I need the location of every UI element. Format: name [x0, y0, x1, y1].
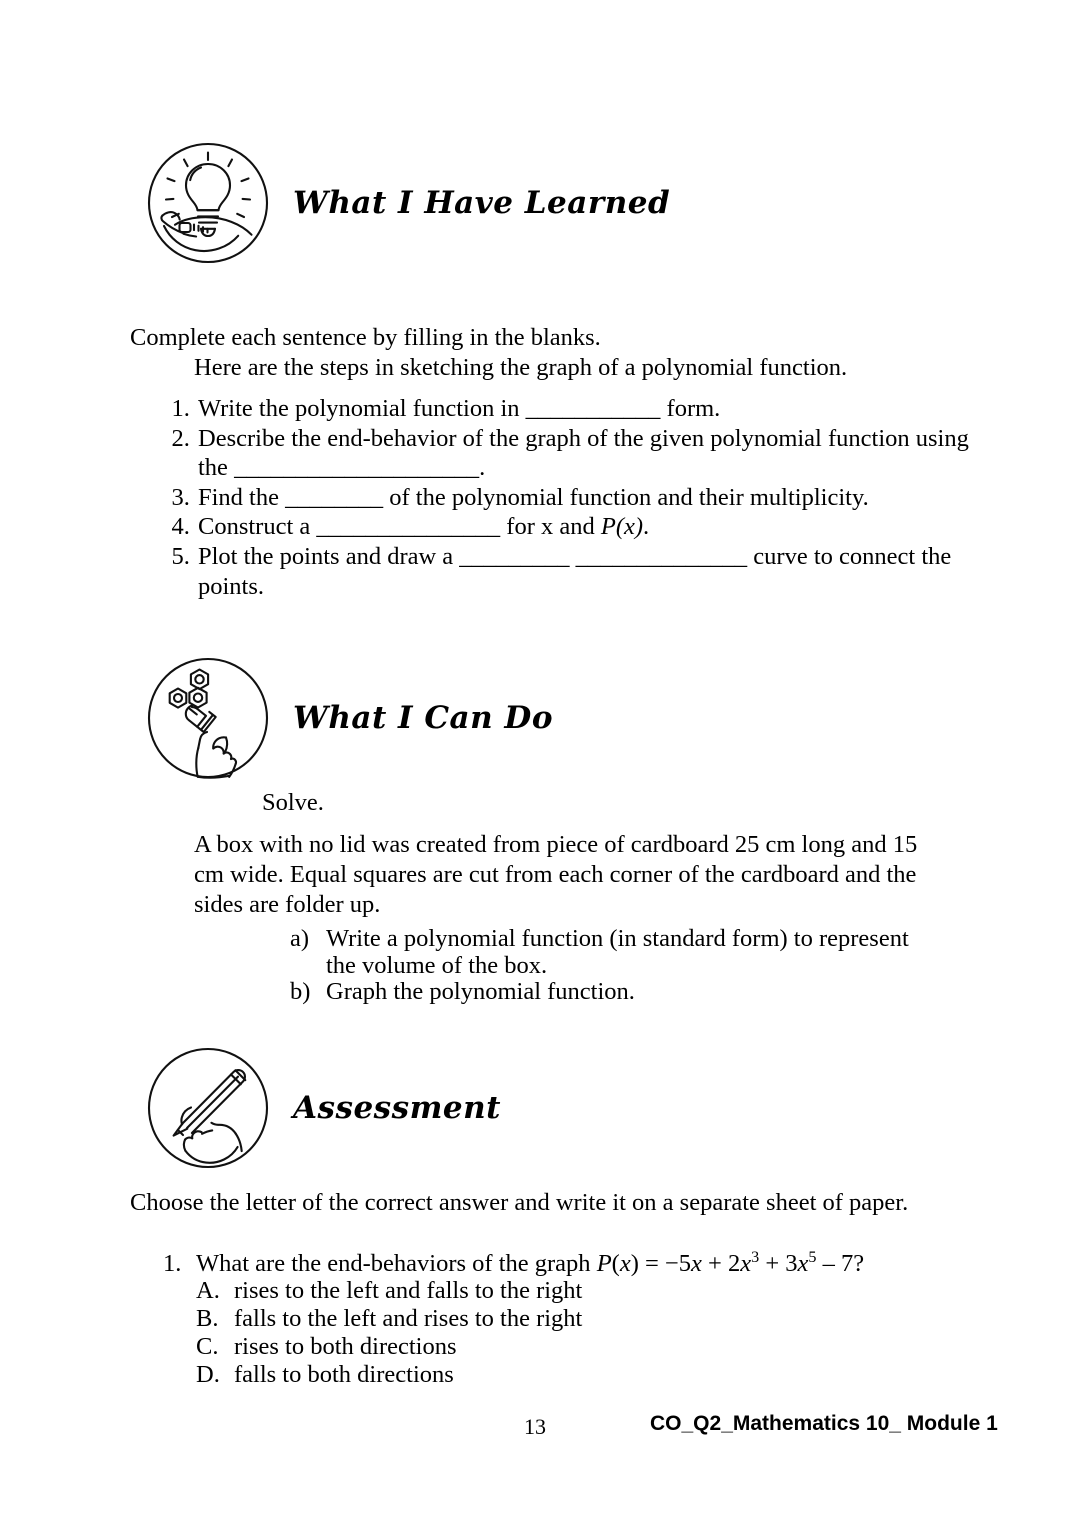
list-item — [196, 483, 996, 513]
learned-steps-list — [163, 394, 996, 601]
fill-blank[interactable]: ________ — [285, 483, 384, 511]
list-item[interactable] — [196, 1361, 796, 1389]
choice-marker: B. — [196, 1305, 219, 1332]
equation-term3-exponent: 5 — [808, 1248, 817, 1266]
choice-marker: A. — [196, 1277, 220, 1304]
math-expression: P(x) — [600, 513, 644, 541]
step-text-after: of the polynomial function and their multiplicity. — [383, 483, 869, 511]
question-text: What are the end-behaviors of the graph — [196, 1250, 597, 1277]
list-item — [290, 925, 924, 979]
hand-writing-pencil-icon — [145, 1045, 271, 1171]
fill-blank[interactable]: ____________________ — [234, 454, 480, 482]
equation-close-paren: ) — [630, 1250, 639, 1277]
equation-var: x — [619, 1250, 631, 1277]
choice-text: rises to the left and falls to the right — [234, 1277, 583, 1304]
choice-text: falls to the left and rises to the right — [234, 1305, 583, 1332]
learned-instructions — [130, 323, 960, 383]
section-title: What I Have Learned — [293, 185, 671, 221]
equation-term2-var: x — [740, 1250, 752, 1277]
fill-blank-second[interactable]: ______________ — [575, 542, 748, 570]
equation-plus-2: + — [759, 1250, 786, 1277]
can-do-task-list — [290, 926, 924, 1006]
task-marker: b) — [290, 978, 311, 1005]
step-text-before: Describe the end-behavior of the graph of the given polynomial function using the — [198, 424, 969, 482]
equation-minus: – — [816, 1250, 841, 1277]
equation-p: P — [596, 1250, 612, 1277]
learned-subinstruction-line: Here are the steps in sketching the graph of a polynomial function. — [194, 354, 848, 381]
solve-label: Solve. — [262, 789, 324, 816]
hand-with-wrench-icon — [145, 655, 271, 781]
footer-module-label: CO_Q2_Mathematics 10_ Module 1 — [650, 1412, 998, 1435]
section-header-assessment — [145, 1045, 501, 1171]
list-item — [196, 424, 996, 483]
lightbulb-in-hand-icon — [145, 140, 271, 266]
choice-marker: C. — [196, 1333, 219, 1360]
equation-term1-coef: −5 — [664, 1250, 692, 1277]
task-text: Graph the polynomial function. — [326, 978, 635, 1005]
choice-marker: D. — [196, 1361, 220, 1388]
task-marker: a) — [290, 925, 310, 952]
list-item[interactable] — [196, 1333, 796, 1361]
list-item — [196, 394, 996, 424]
equation-term3-var: x — [797, 1250, 809, 1277]
section-title: What I Can Do — [293, 700, 553, 736]
equation-open-paren: ( — [611, 1250, 620, 1277]
list-item[interactable] — [196, 1305, 796, 1333]
equation-term1-var: x — [691, 1250, 702, 1277]
equation-term2-coef: 2 — [727, 1250, 741, 1277]
step-text-before: Write the polynomial function in — [198, 395, 526, 422]
step-text-after: . — [643, 513, 650, 541]
task-text: Write a polynomial function (in standard form) to represent the volume of the box. — [326, 925, 909, 979]
choice-text: rises to both directions — [234, 1333, 457, 1360]
step-text-after: curve to connect the points. — [198, 542, 952, 600]
fill-blank[interactable]: _________ — [459, 542, 570, 570]
can-do-problem-text: A box with no lid was created from piece of cardboard 25 cm long and 15 cm wide. Equal squares are cut from each corner of the cardboard and the sides are folder up. — [194, 831, 918, 918]
step-text-middle: for x and — [500, 513, 601, 541]
list-item — [196, 542, 996, 601]
equation-term3-coef: 3 — [785, 1250, 798, 1277]
step-text-after: . — [479, 454, 486, 482]
step-text-before: Plot the points and draw a — [198, 542, 460, 570]
step-text-before: Construct a — [198, 513, 317, 541]
section-title: Assessment — [293, 1090, 501, 1126]
equation-plus-1: + — [701, 1250, 728, 1277]
equation-term2-exponent: 3 — [751, 1248, 760, 1266]
assessment-question-1 — [163, 1249, 963, 1279]
choice-text: falls to both directions — [234, 1361, 454, 1388]
equation-equals: = — [638, 1250, 665, 1277]
equation-constant: 7? — [840, 1250, 865, 1277]
section-header-what-i-have-learned — [145, 140, 670, 266]
list-item[interactable] — [196, 1277, 796, 1305]
assessment-instruction: Choose the letter of the correct answer and write it on a separate sheet of paper. — [130, 1189, 909, 1216]
list-item — [196, 512, 996, 542]
section-header-what-i-can-do — [145, 655, 553, 781]
list-item — [290, 978, 924, 1006]
fill-blank[interactable]: _______________ — [316, 513, 501, 541]
page-number: 13 — [524, 1414, 546, 1439]
learned-instruction-line: Complete each sentence by filling in the blanks. — [130, 324, 601, 351]
question-number: 1. — [163, 1250, 182, 1277]
step-text-after: form. — [660, 395, 721, 422]
assessment-choice-list — [196, 1277, 796, 1389]
fill-blank[interactable]: ___________ — [525, 395, 661, 422]
step-text-before: Find the — [198, 483, 286, 511]
